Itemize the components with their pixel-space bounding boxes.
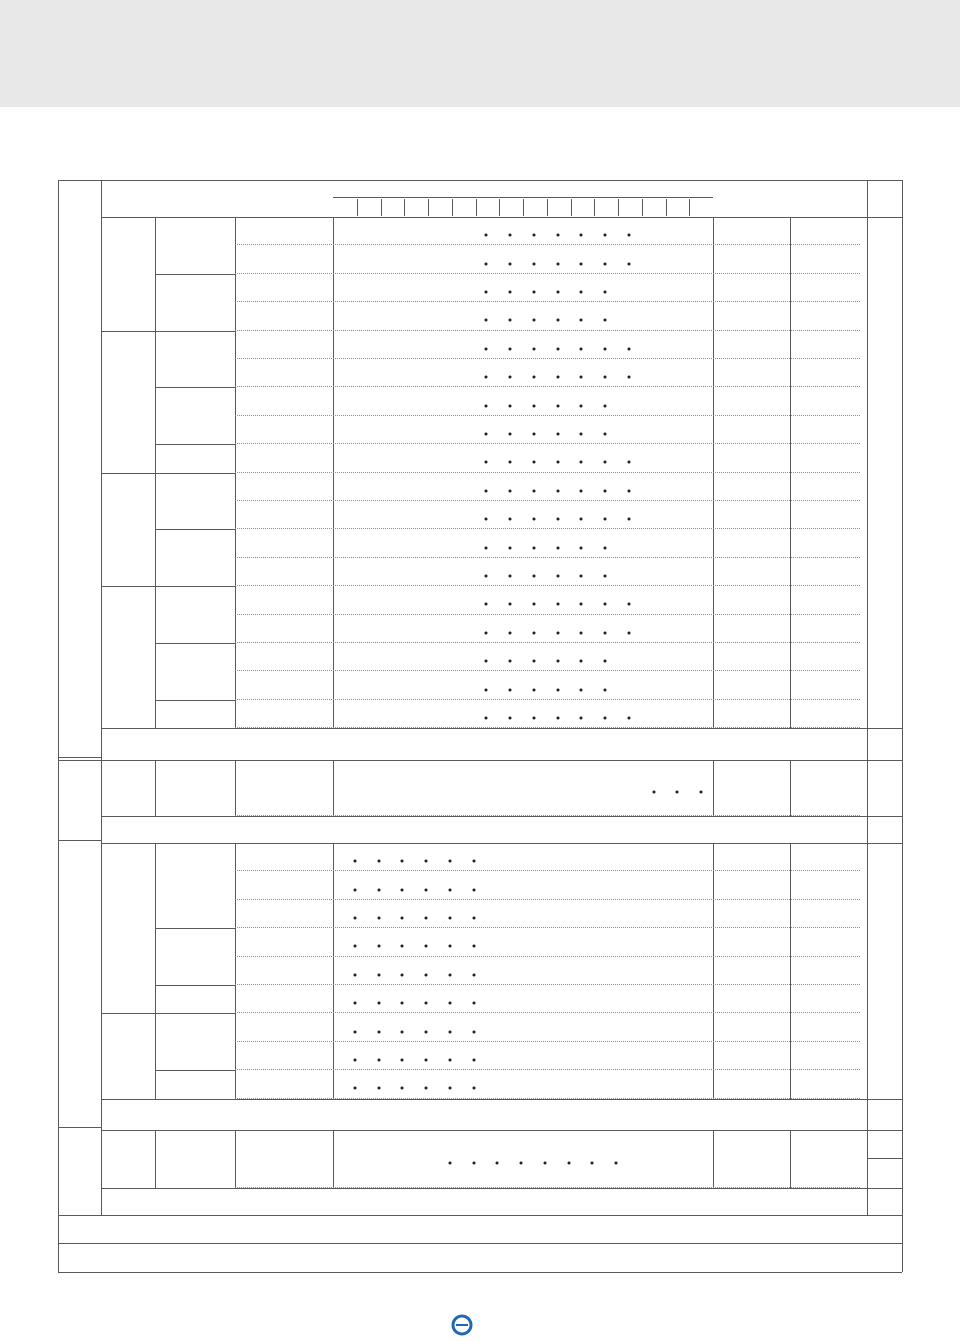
row-separator <box>235 386 860 387</box>
bore-available-dot <box>556 575 559 578</box>
bore-available-dot <box>604 262 607 265</box>
bore-tick <box>476 199 477 216</box>
bore-available-dot <box>532 319 535 322</box>
type-group-rule <box>155 1070 235 1071</box>
iso-column-rule <box>101 180 102 1215</box>
bore-available-dot <box>580 575 583 578</box>
bore-available-dot <box>604 546 607 549</box>
bore-available-dot <box>472 917 475 920</box>
bore-tick <box>689 199 690 216</box>
bore-tick <box>499 199 500 216</box>
iso-group-rule <box>58 1127 101 1128</box>
bore-available-dot <box>580 603 583 606</box>
bore-available-dot <box>532 603 535 606</box>
type-group-rule <box>155 274 235 275</box>
bore-available-dot <box>353 860 356 863</box>
bore-available-dot <box>485 717 488 720</box>
bore-available-dot <box>425 1087 428 1090</box>
bore-available-dot <box>532 262 535 265</box>
bore-available-dot <box>485 376 488 379</box>
bore-available-dot <box>377 888 380 891</box>
bore-available-dot <box>377 1059 380 1062</box>
bore-available-dot <box>401 1059 404 1062</box>
type-column-rule <box>235 217 236 728</box>
bore-available-dot <box>448 1059 451 1062</box>
bore-available-dot <box>700 791 703 794</box>
bore-available-dot <box>604 291 607 294</box>
bore-available-dot <box>377 1087 380 1090</box>
bore-available-dot <box>604 489 607 492</box>
bore-available-dot <box>604 575 607 578</box>
bore-available-dot <box>401 945 404 948</box>
bore-available-dot <box>567 1162 570 1165</box>
row-separator <box>235 244 860 245</box>
bore-available-dot <box>353 1030 356 1033</box>
table-left-rule <box>58 180 59 1272</box>
bore-available-dot <box>532 347 535 350</box>
page-column-rule <box>867 180 868 1215</box>
row-separator <box>235 870 860 871</box>
bore-available-dot <box>580 404 583 407</box>
bore-available-dot <box>472 1030 475 1033</box>
bore-available-dot <box>556 660 559 663</box>
bore-available-dot <box>425 888 428 891</box>
bore-available-dot <box>604 631 607 634</box>
row-separator <box>235 330 860 331</box>
bore-available-dot <box>472 973 475 976</box>
bore-available-dot <box>485 518 488 521</box>
bore-available-dot <box>377 917 380 920</box>
bore-available-dot <box>448 860 451 863</box>
stroke-column-rule <box>790 217 791 728</box>
bore-available-dot <box>532 660 535 663</box>
bore-available-dot <box>591 1162 594 1165</box>
bore-available-dot <box>485 234 488 237</box>
bore-available-dot <box>532 461 535 464</box>
bore-available-dot <box>604 347 607 350</box>
type-column-rule <box>235 760 236 816</box>
series-column-rule <box>155 1130 156 1188</box>
bore-available-dot <box>532 291 535 294</box>
bore-available-dot <box>556 688 559 691</box>
type-column-rule <box>235 1130 236 1188</box>
bore-available-dot <box>604 717 607 720</box>
type-group-rule <box>155 643 235 644</box>
bore-available-dot <box>472 945 475 948</box>
bore-available-dot <box>615 1162 618 1165</box>
bore-available-dot <box>472 1059 475 1062</box>
bore-available-dot <box>485 546 488 549</box>
bore-available-dot <box>556 347 559 350</box>
bore-available-dot <box>556 603 559 606</box>
bore-available-dot <box>532 631 535 634</box>
row-separator <box>235 472 860 473</box>
bore-available-dot <box>485 404 488 407</box>
bore-available-dot <box>580 291 583 294</box>
row-separator <box>235 614 860 615</box>
bore-available-dot <box>556 404 559 407</box>
bore-available-dot <box>532 433 535 436</box>
bore-available-dot <box>580 631 583 634</box>
bore-available-dot <box>556 376 559 379</box>
bore-available-dot <box>627 347 630 350</box>
bore-available-dot <box>377 945 380 948</box>
bore-available-dot <box>401 973 404 976</box>
type-group-rule <box>155 529 235 530</box>
bore-available-dot <box>580 717 583 720</box>
row-rule <box>58 1215 902 1216</box>
bore-available-dot <box>580 461 583 464</box>
bore-available-dot <box>556 291 559 294</box>
type-column-rule <box>235 843 236 1099</box>
bore-available-dot <box>485 489 488 492</box>
row-separator <box>235 443 860 444</box>
bore-available-dot <box>425 1002 428 1005</box>
bore-available-dot <box>401 1030 404 1033</box>
bore-available-dot <box>425 1030 428 1033</box>
bore-available-dot <box>448 1002 451 1005</box>
bore-available-dot <box>556 262 559 265</box>
bore-available-dot <box>604 688 607 691</box>
bore-available-dot <box>604 234 607 237</box>
bore-available-dot <box>627 461 630 464</box>
row-rule <box>101 843 902 844</box>
row-rule <box>101 816 902 817</box>
bore-available-dot <box>377 860 380 863</box>
bore-available-dot <box>509 234 512 237</box>
row-separator <box>235 670 860 671</box>
row-separator <box>235 500 860 501</box>
bore-available-dot <box>485 660 488 663</box>
bore-available-dot <box>627 262 630 265</box>
bore-available-dot <box>556 319 559 322</box>
row-separator <box>235 358 860 359</box>
series-group-rule <box>101 586 155 587</box>
series-group-rule <box>101 1013 155 1014</box>
type-group-rule <box>155 700 235 701</box>
row-rule <box>58 1243 902 1244</box>
bore-available-dot <box>532 518 535 521</box>
bore-column-rule <box>713 843 714 1099</box>
row-separator <box>235 984 860 985</box>
bore-available-dot <box>532 575 535 578</box>
stroke-column-rule <box>790 843 791 1099</box>
row-separator <box>235 927 860 928</box>
bore-available-dot <box>509 262 512 265</box>
bore-available-dot <box>520 1162 523 1165</box>
page-split-rule <box>867 1158 902 1159</box>
row-separator <box>235 528 860 529</box>
row-separator <box>235 642 860 643</box>
row-rule <box>101 1099 902 1100</box>
type-group-rule <box>155 1013 235 1014</box>
bore-available-dot <box>556 518 559 521</box>
series-group-rule <box>101 331 155 332</box>
bore-available-dot <box>448 945 451 948</box>
bore-available-dot <box>627 234 630 237</box>
bore-tick <box>404 199 405 216</box>
bore-available-dot <box>556 461 559 464</box>
header-bottom-rule <box>101 217 902 218</box>
iso-group-rule <box>58 757 101 758</box>
bore-header-rule <box>333 197 713 198</box>
operation-column-rule <box>333 760 334 816</box>
bore-available-dot <box>401 1087 404 1090</box>
series-column-rule <box>155 760 156 816</box>
bore-available-dot <box>509 404 512 407</box>
bore-available-dot <box>509 347 512 350</box>
bore-available-dot <box>604 518 607 521</box>
type-group-rule <box>155 473 235 474</box>
bore-available-dot <box>604 660 607 663</box>
bore-available-dot <box>627 603 630 606</box>
bore-available-dot <box>401 917 404 920</box>
row-separator <box>235 956 860 957</box>
row-separator <box>235 415 860 416</box>
bore-available-dot <box>485 461 488 464</box>
bore-available-dot <box>472 1162 475 1165</box>
type-group-rule <box>155 985 235 986</box>
row-separator <box>235 1012 860 1013</box>
bore-available-dot <box>448 1087 451 1090</box>
row-rule <box>101 1188 902 1189</box>
bore-available-dot <box>580 347 583 350</box>
row-rule <box>101 1130 902 1131</box>
bore-available-dot <box>604 433 607 436</box>
bore-available-dot <box>425 860 428 863</box>
bore-available-dot <box>580 262 583 265</box>
bore-available-dot <box>580 234 583 237</box>
bore-available-dot <box>604 404 607 407</box>
bore-tick <box>666 199 667 216</box>
bore-available-dot <box>532 546 535 549</box>
bore-available-dot <box>676 791 679 794</box>
bore-available-dot <box>485 347 488 350</box>
bore-available-dot <box>604 376 607 379</box>
bore-available-dot <box>532 234 535 237</box>
bore-available-dot <box>472 888 475 891</box>
bore-available-dot <box>509 291 512 294</box>
bore-available-dot <box>485 603 488 606</box>
bore-available-dot <box>532 404 535 407</box>
bore-available-dot <box>485 291 488 294</box>
operation-column-rule <box>333 217 334 728</box>
bore-available-dot <box>485 262 488 265</box>
type-group-rule <box>155 586 235 587</box>
bore-available-dot <box>401 860 404 863</box>
bore-available-dot <box>556 433 559 436</box>
bore-available-dot <box>353 945 356 948</box>
bore-tick <box>642 199 643 216</box>
bore-available-dot <box>377 1002 380 1005</box>
bore-available-dot <box>472 1002 475 1005</box>
bore-tick <box>618 199 619 216</box>
bore-available-dot <box>627 518 630 521</box>
bore-available-dot <box>580 688 583 691</box>
bore-available-dot <box>580 660 583 663</box>
bore-column-rule <box>713 217 714 728</box>
bore-available-dot <box>532 489 535 492</box>
row-separator <box>235 899 860 900</box>
row-separator <box>235 699 860 700</box>
bore-available-dot <box>353 973 356 976</box>
smc-logo <box>451 1313 523 1337</box>
bore-tick <box>357 199 358 216</box>
bore-available-dot <box>604 603 607 606</box>
bore-tick <box>594 199 595 216</box>
table-bottom-rule <box>58 1272 902 1273</box>
operation-column-rule <box>333 843 334 1099</box>
bore-available-dot <box>472 1087 475 1090</box>
stroke-column-rule <box>790 1130 791 1188</box>
type-group-rule <box>155 928 235 929</box>
bore-available-dot <box>353 1059 356 1062</box>
operation-column-rule <box>333 1130 334 1188</box>
bore-available-dot <box>485 575 488 578</box>
bore-available-dot <box>485 631 488 634</box>
bore-available-dot <box>556 717 559 720</box>
bore-available-dot <box>448 917 451 920</box>
iso-group-rule <box>58 840 101 841</box>
bore-available-dot <box>353 1002 356 1005</box>
row-separator <box>235 585 860 586</box>
type-group-rule <box>155 331 235 332</box>
bore-available-dot <box>556 234 559 237</box>
bore-available-dot <box>580 376 583 379</box>
bore-available-dot <box>509 717 512 720</box>
bore-tick <box>452 199 453 216</box>
bore-available-dot <box>401 888 404 891</box>
row-separator <box>235 557 860 558</box>
bore-available-dot <box>377 1030 380 1033</box>
bore-available-dot <box>532 688 535 691</box>
row-separator <box>235 1069 860 1070</box>
table-top-rule <box>58 180 902 181</box>
bore-available-dot <box>401 1002 404 1005</box>
bore-available-dot <box>532 717 535 720</box>
bore-available-dot <box>353 1087 356 1090</box>
row-separator <box>235 273 860 274</box>
bore-available-dot <box>425 973 428 976</box>
bore-available-dot <box>509 546 512 549</box>
bore-available-dot <box>580 319 583 322</box>
bore-column-rule <box>713 1130 714 1188</box>
series-column-rule <box>155 843 156 1099</box>
bore-available-dot <box>532 376 535 379</box>
bore-available-dot <box>543 1162 546 1165</box>
bore-tick <box>571 199 572 216</box>
bore-available-dot <box>448 1030 451 1033</box>
row-rule <box>101 728 902 729</box>
bore-available-dot <box>425 945 428 948</box>
bore-available-dot <box>509 489 512 492</box>
bore-available-dot <box>580 518 583 521</box>
type-group-rule <box>155 387 235 388</box>
table-right-rule <box>902 180 903 1272</box>
row-separator <box>235 1041 860 1042</box>
bore-available-dot <box>425 917 428 920</box>
bore-available-dot <box>485 319 488 322</box>
bore-available-dot <box>485 688 488 691</box>
bore-available-dot <box>556 546 559 549</box>
bore-column-rule <box>713 760 714 816</box>
bore-available-dot <box>496 1162 499 1165</box>
row-rule <box>58 760 902 761</box>
bore-available-dot <box>627 631 630 634</box>
bore-available-dot <box>448 1162 451 1165</box>
bore-available-dot <box>509 660 512 663</box>
stroke-column-rule <box>790 760 791 816</box>
bore-available-dot <box>580 489 583 492</box>
bore-available-dot <box>604 319 607 322</box>
bore-available-dot <box>425 1059 428 1062</box>
bore-available-dot <box>509 631 512 634</box>
bore-available-dot <box>509 433 512 436</box>
bore-available-dot <box>509 575 512 578</box>
bore-available-dot <box>485 433 488 436</box>
bore-available-dot <box>556 489 559 492</box>
bore-available-dot <box>627 376 630 379</box>
bore-available-dot <box>509 688 512 691</box>
bore-available-dot <box>509 603 512 606</box>
bore-tick <box>547 199 548 216</box>
type-group-rule <box>155 444 235 445</box>
bore-available-dot <box>472 860 475 863</box>
bore-tick <box>523 199 524 216</box>
bore-available-dot <box>556 631 559 634</box>
bore-available-dot <box>509 376 512 379</box>
row-separator <box>235 301 860 302</box>
bore-available-dot <box>509 518 512 521</box>
bore-available-dot <box>627 489 630 492</box>
bore-tick <box>428 199 429 216</box>
bore-available-dot <box>604 461 607 464</box>
bore-available-dot <box>580 433 583 436</box>
bore-available-dot <box>627 717 630 720</box>
bore-available-dot <box>353 888 356 891</box>
bore-available-dot <box>448 888 451 891</box>
bore-available-dot <box>353 917 356 920</box>
bore-available-dot <box>580 546 583 549</box>
bore-available-dot <box>377 973 380 976</box>
series-group-rule <box>101 473 155 474</box>
bore-tick <box>381 199 382 216</box>
bore-available-dot <box>509 461 512 464</box>
bore-available-dot <box>509 319 512 322</box>
bore-available-dot <box>652 791 655 794</box>
bore-available-dot <box>448 973 451 976</box>
